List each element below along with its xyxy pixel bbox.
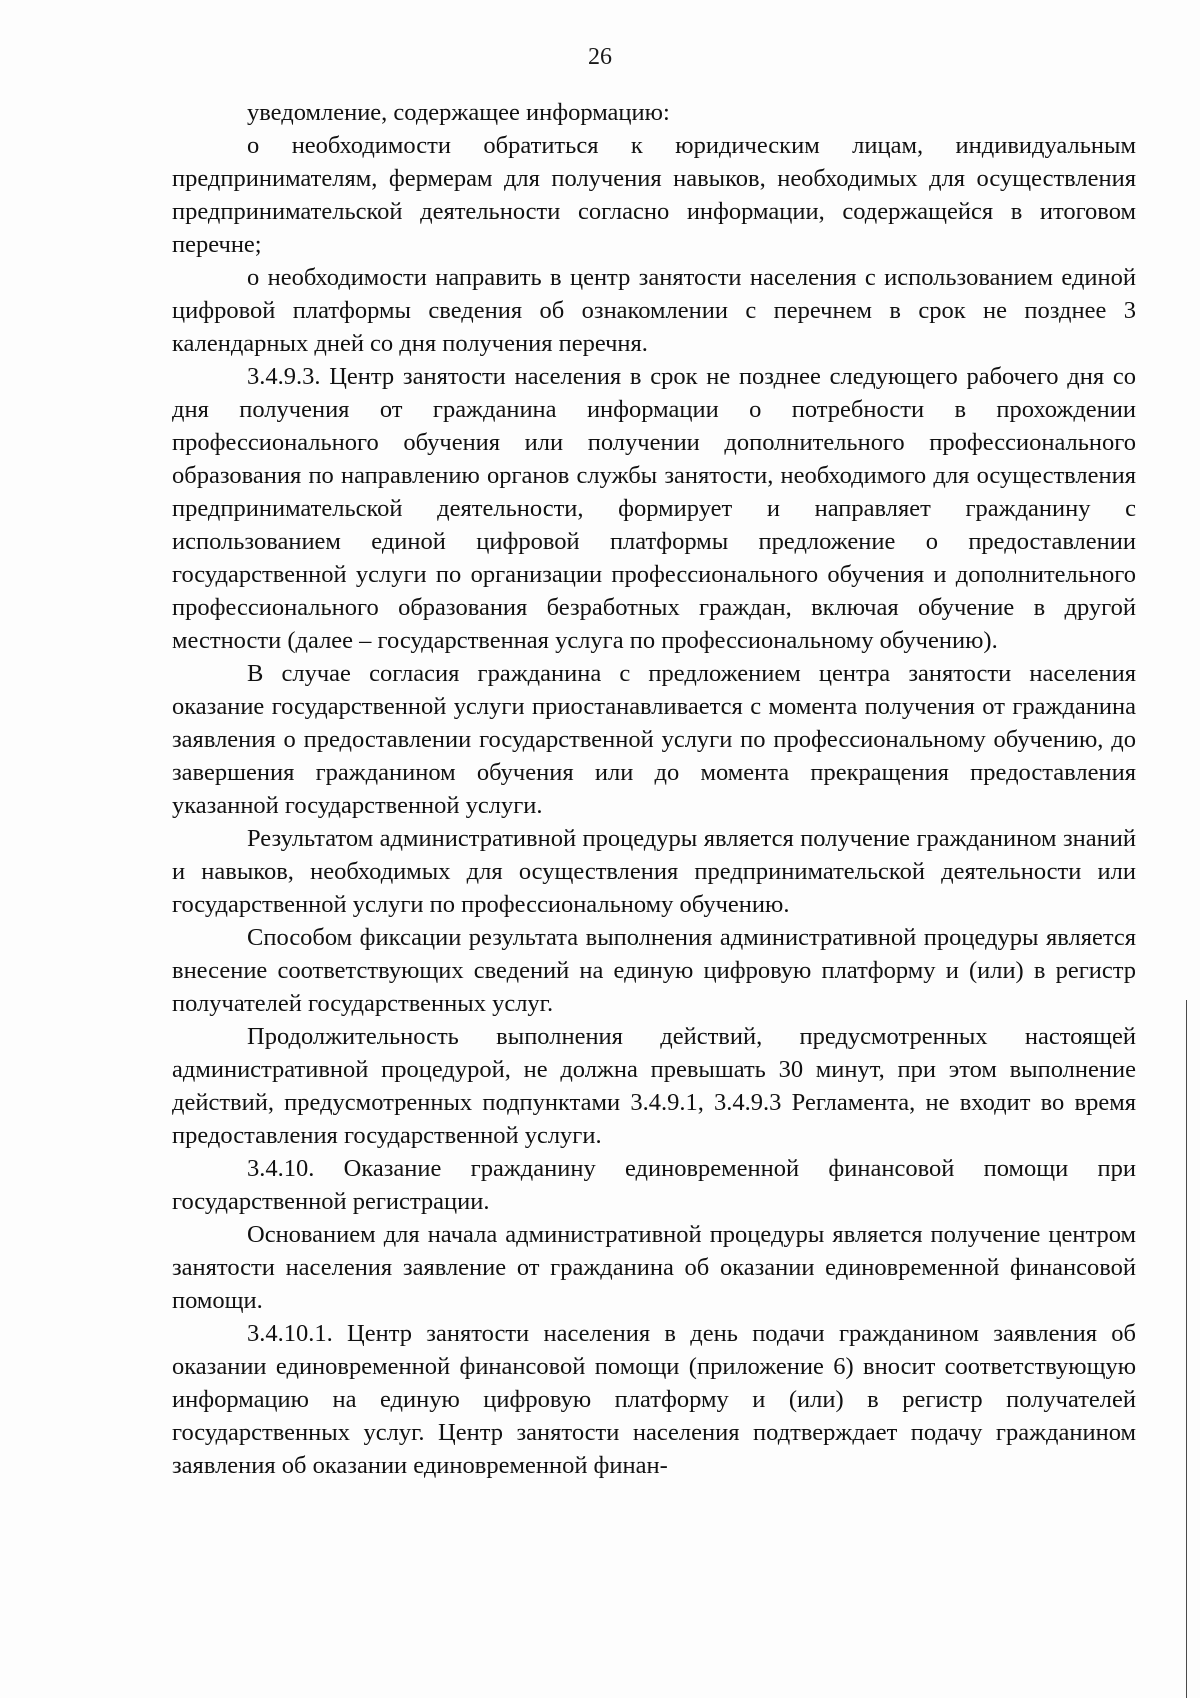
paragraph-send-acknowledgement: о необходимости направить в центр занятости населения с использованием единой цифровой платформы сведения об ознакомлении с перечнем в срок не позднее 3 календарных дней со дня получения перечня.: [172, 264, 1136, 357]
paragraph-clause-3-4-9-3: 3.4.9.3. Центр занятости населения в срок не позднее следующего рабочего дня со дня получения от гражданина информации о потребности в прохождении профессионального обучения или получении дополнительного профессионального образования по направлению органов службы занятости, необходимого для осуществления предпринимательской деятельности, формирует и направляет гражданину с использованием единой цифровой платформы предложение о предоставлении государственной услуги по организации профессионального обучения и дополнительного профессионального образования безработных граждан, включая обучение в другой местности (далее – государственная услуга по профессиональному обучению).: [172, 363, 1136, 654]
paragraph-procedure-basis: Основанием для начала административной процедуры является получение центром занятости населения заявление от гражданина об оказании единовременной финансовой помощи.: [172, 1221, 1136, 1314]
paragraph-consent-suspension: В случае согласия гражданина с предложением центра занятости населения оказание государственной услуги приостанавливается с момента получения от гражданина заявления о предоставлении государственной услуги по профессиональному обучению, до завершения гражданином обучения или до момента прекращения предоставления указанной государственной услуги.: [172, 660, 1136, 819]
paragraph-procedure-result: Результатом административной процедуры является получение гражданином знаний и навыков, необходимых для осуществления предпринимательской деятельности или государственной услуги по профессиональному обучению.: [172, 825, 1136, 918]
paragraph-duration: Продолжительность выполнения действий, предусмотренных настоящей административной процедурой, не должна превышать 30 минут, при этом выполнение действий, предусмотренных подпунктами 3.4.9.1, 3.4.9.3 Регламента, не входит во время предоставления государственной услуги.: [172, 1023, 1136, 1149]
paragraph-clause-3-4-10-1: 3.4.10.1. Центр занятости населения в день подачи гражданином заявления об оказании единовременной финансовой помощи (приложение 6) вносит соответствующую информацию на единую цифровую платформу и (или) в регистр получателей государственных услуг. Центр занятости населения подтверждает подачу гражданином заявления об оказании единовременной финан-: [172, 1320, 1136, 1479]
document-body: [172, 96, 1136, 1482]
paragraph-clause-3-4-10: 3.4.10. Оказание гражданину единовременной финансовой помощи при государственной регистрации.: [172, 1155, 1136, 1215]
paragraph-notification-intro: уведомление, содержащее информацию:: [247, 99, 670, 126]
paragraph-result-recording: Способом фиксации результата выполнения административной процедуры является внесение соответствующих сведений на единую цифровую платформу и (или) в регистр получателей государственных услуг.: [172, 924, 1136, 1017]
paragraph-contact-entrepreneurs: о необходимости обратиться к юридическим лицам, индивидуальным предпринимателям, фермерам для получения навыков, необходимых для осуществления предпринимательской деятельности согласно информации, содержащейся в итоговом перечне;: [172, 132, 1136, 258]
page-number: 26: [588, 44, 612, 70]
scan-edge-line: [1186, 1000, 1187, 1698]
